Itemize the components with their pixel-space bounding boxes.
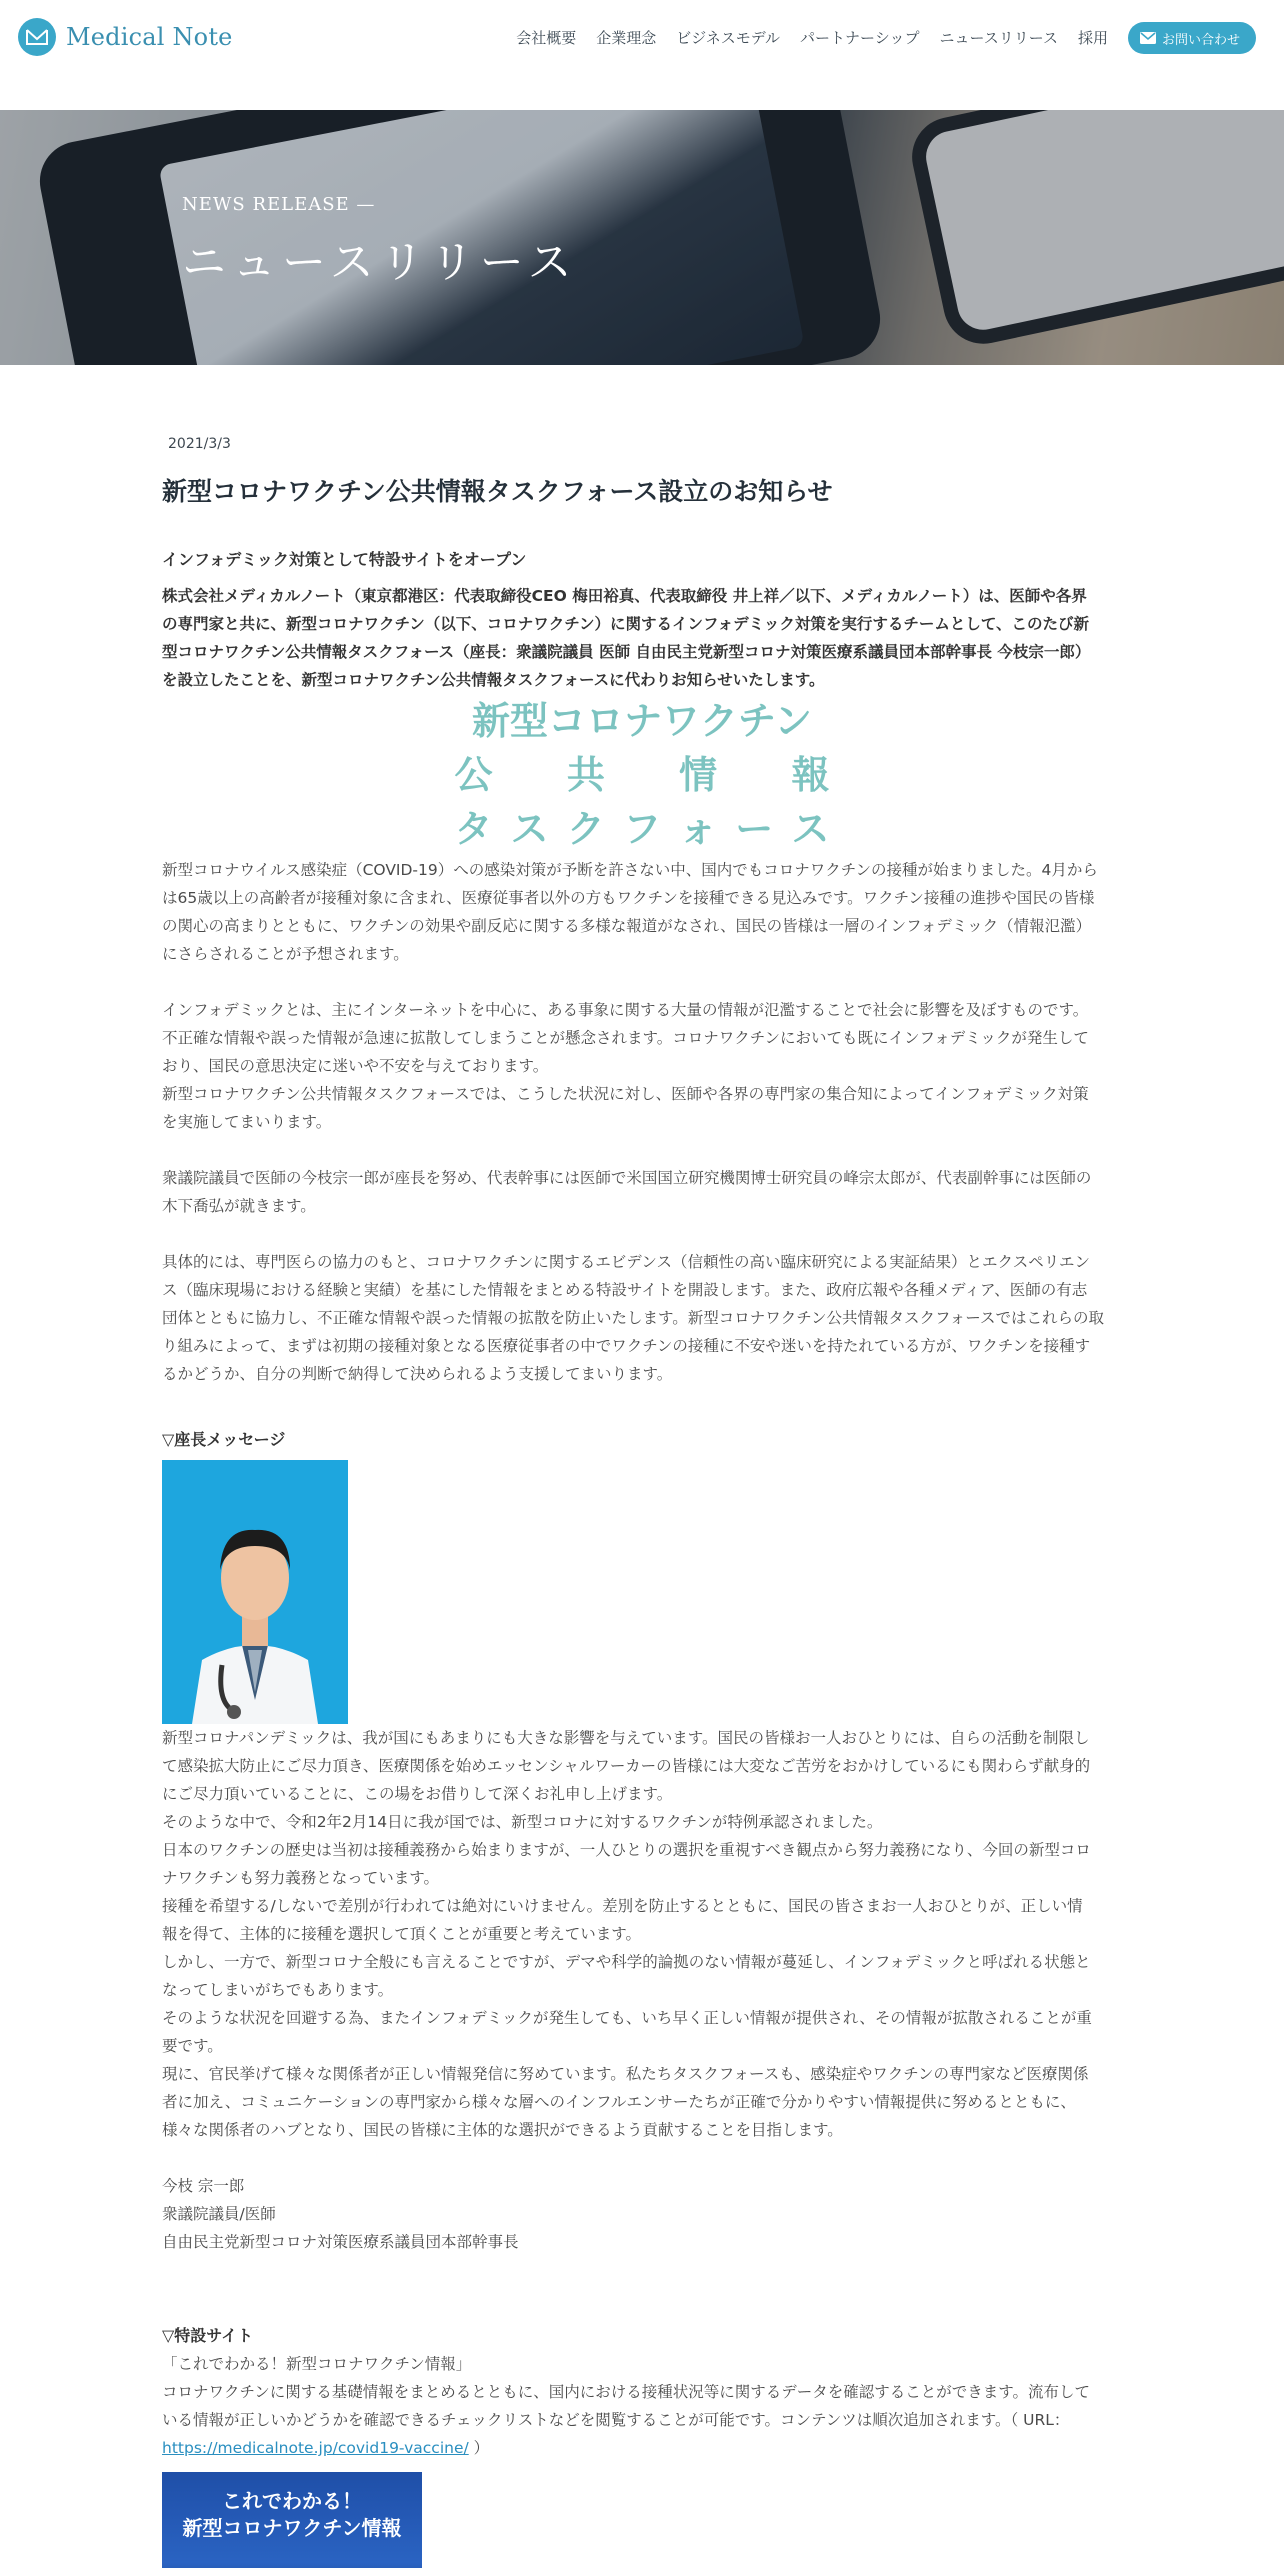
nav-partnership[interactable]: パートナーシップ (800, 29, 920, 47)
article (162, 436, 1122, 2568)
chair-message-heading: ▽座長メッセージ (162, 1430, 286, 1449)
article-title: 新型コロナワクチン公共情報タスクフォース設立のお知らせ (162, 477, 833, 506)
body-paragraph-2: インフォデミックとは、主にインターネットを中心に、ある事象に関する大量の情報が氾濫することで社会に影響を及ぼすものです。 不正確な情報や誤った情報が急速に拡散してしまうことが懸念されます。コロナワクチンにおいても既にインフォデミックが発生して おり、国民の意思決定に迷いや不安を与えております。 新型コロナワクチン公共情報タスクフォースでは、こうした状況に対し、医師や各界の専門家の集合知によってインフォデミック対策 を実施してまいります。 (162, 1001, 1089, 1131)
banner-line2: 公 共 情 報 (454, 752, 830, 797)
body-paragraph-4: 具体的には、専門医らの協力のもと、コロナワクチンに関するエビデンス（信頼性の高い臨床研究による実証結果）とエクスペリエン ス（臨床現場における経験と実績）を基にした情報をまとめる特設サイトを開設します。また、政府広報や各種メディア、医師の有志 団体とともに協力し、不正確な情報や誤った情報の拡散を防止いたします。新型コロナワクチン公共情報タスクフォースではこれらの取 り組みによって、まずは初期の接種対象となる医療従事者の中でワクチンの接種に不安や迷いを持たれている方が、ワクチンを接種す るかどうか、自分の判断で納得して決められるよう支援してまいります。 (162, 1253, 1104, 1383)
chair-photo (162, 1460, 348, 1724)
logo-text: Medical Note (66, 23, 233, 51)
lead-heading: インフォデミック対策として特設サイトをオープン (162, 550, 527, 569)
contact-button[interactable] (1128, 22, 1256, 54)
article-date: 2021/3/3 (168, 436, 231, 452)
logo[interactable] (18, 18, 233, 56)
nav-business-model[interactable]: ビジネスモデル (676, 29, 781, 47)
body-paragraph-3: 衆議院議員で医師の今枝宗一郎が座長を努め、代表幹事には医師で米国国立研究機関博士研究員の峰宗太郎が、代表副幹事には医師の 木下喬弘が就きます。 (162, 1169, 1092, 1215)
mail-icon (1140, 32, 1156, 44)
signature: 今枝 宗一郎 衆議院議員/医師 自由民主党新型コロナ対策医療系議員団本部幹事長 (162, 2177, 519, 2251)
banner-line3: タ ス ク フ ォ ー ス (454, 806, 830, 851)
nav-recruit[interactable]: 採用 (1077, 29, 1108, 47)
main-nav (496, 22, 1256, 54)
banner-line1: 新型コロナワクチン (471, 698, 813, 743)
site-header (0, 0, 1284, 110)
logo-mark-icon (18, 18, 56, 56)
hero-subtitle: NEWS RELEASE — (182, 194, 376, 215)
hero-banner (0, 110, 1284, 365)
nav-company[interactable]: 会社概要 (516, 29, 577, 47)
nav-news-release[interactable]: ニュースリリース (939, 29, 1058, 47)
lead-paragraph: 株式会社メディカルノート（東京都港区：代表取締役CEO 梅田裕真、代表取締役 井上祥／以下、メディカルノート）は、医師や各界 の専門家と共に、新型コロナワクチン（以下、コロナワクチン）に関するインフォデミック対策を実行するチームとして、このたび新 型コロナワクチン公共情報タスクフォース（座長：衆議院議員 医師 自由民主党新型コロナ対策医療系議員団本部幹事長 今枝宗一郎） を設立したことを、新型コロナワクチン公共情報タスクフォースに代わりお知らせいたします。 (162, 587, 1091, 689)
contact-label: お問い合わせ (1161, 32, 1240, 48)
taskforce-title-banner (342, 694, 942, 856)
body-paragraph-1: 新型コロナウイルス感染症（COVID-19）への感染対策が予断を許さない中、国内でもコロナワクチンの接種が始まりました。4月から は65歳以上の高齢者が接種対象に含まれ、医療従事者以外の方もワクチンを接種できる見込みです。ワクチン接種の進捗や国民の皆様 の関心の高まりとともに、ワクチンの効果や副反応に関する多様な報道がなされ、国民の皆様は一層のインフォデミック（情報氾濫） にさらされることが予想されます。 (162, 861, 1098, 963)
special-site-banner[interactable]: これでわかる！ 新型コロナワクチン情報 (162, 2472, 422, 2568)
nav-philosophy[interactable]: 企業理念 (596, 29, 657, 47)
chair-message: 新型コロナパンデミックは、我が国にもあまりにも大きな影響を与えています。国民の皆様お一人おひとりには、自らの活動を制限し て感染拡大防止にご尽力頂き、医療関係を始めエッセンシャルワーカーの皆様には大変なご苦労をおかけしているにも関わらず献身的 にご尽力頂いていることに、この場をお借りして深くお礼申し上げます。 そのような中で、令和2年2月14日に我が国では、新型コロナに対するワクチンが特例承認されました。 日本のワクチンの歴史は当初は接種義務から始まりますが、一人ひとりの選択を重視すべき観点から努力義務になり、今回の新型コロ ナワクチンも努力義務となっています。 接種を希望する/しないで差別が行われては絶対にいけません。差別を防止するとともに、国民の皆さまお一人おひとりが、正しい情 報を得て、主体的に接種を選択して頂くことが重要と考えています。 しかし、一方で、新型コロナ全般にも言えることですが、デマや科学的論拠のない情報が蔓延し、インフォデミックと呼ばれる状態と なってしまいがちでもあります。 そのような状況を回避する為、またインフォデミックが発生しても、いち早く正しい情報が提供され、その情報が拡散されることが重 要です。 現に、官民挙げて様々な関係者が正しい情報発信に努めています。私たちタスクフォースも、感染症やワクチンの専門家など医療関係 者に加え、コミュニケーションの専門家から様々な層へのインフルエンサーたちが正確で分かりやすい情報提供に努めるとともに、 様々な関係者のハブとなり、国民の皆様に主体的な選択ができるよう貢献することを目指します。 (162, 1729, 1092, 2139)
hero-title: ニュースリリース (182, 237, 578, 288)
special-site-desc: 「これでわかる！新型コロナワクチン情報」 コロナワクチンに関する基礎情報をまとめるとともに、国内における接種状況等に関するデータを確認することができます。流布して いる情報が正しいかどうかを確認できるチェックリストなどを閲覧することが可能です。コンテンツは順次追加されます。（ URL： https://medicalnote.jp/covid19-vaccine/ ） (162, 2355, 1090, 2457)
special-site-link[interactable]: https://medicalnote.jp/covid19-vaccine/ (162, 2439, 469, 2457)
special-site-heading: ▽特設サイト (162, 2326, 254, 2345)
